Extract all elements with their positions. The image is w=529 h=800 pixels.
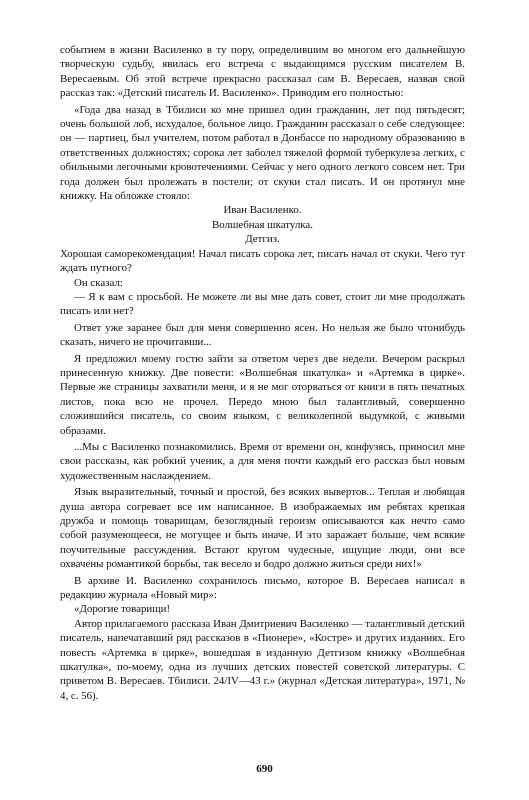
cover-publisher: Детгиз. [245, 233, 280, 246]
paragraph-self-recommendation: Хорошая саморекомендация! Начал писать сорока лет, писать начал от скуки. Чего тут ждать путного? [60, 247, 465, 275]
paragraph-request: — Я к вам с просьбой. Не можете ли вы мне дать совет, стоит ли мне продолжать писать или нет? [60, 290, 465, 318]
paragraph-quote-start: «Года два назад в Тбилиси ко мне пришел один гражданин, лет под пятьдесят; очень большой лоб, исхудалое, больное лицо. Гражданин рассказал о себе следующее: он — партиец, был учителем, потом работал в Донбассе по народному образованию в ответственных должностях; сорока лет заболел тяжелой формой туберкулеза легких, с обильными легочными кровотечениями. Сейчас у него одного легкого совсем нет. Три года должен был пролежать в постели; от скуки стал писать. И он протянул мне книжку. На обложке стояло: [60, 103, 465, 203]
paragraph-language: Язык выразительный, точный и простой, без всяких вывертов... Теплая и любящая душа автора согревает все им написанное. В изображаемых им ребятах крепкая дружба и помощь товарищам, безоглядный героизм описываются как нечто само собой разумеющееся, не могущее и быть иначе. И это заражает больше, чем всякие поучительные рассуждения. Встают кругом чудесные, ищущие люди, они все охвачены романтикой борьбы, так весело и бодро должно житься среди них!» [60, 486, 465, 571]
cover-author: Иван Василенко. [223, 204, 302, 217]
cover-title: Волшебная шкатулка. [212, 218, 313, 231]
paragraph-he-said: Он сказал: [74, 276, 123, 289]
page-body [60, 43, 465, 703]
paragraph-reading: Я предложил моему гостю зайти за ответом через две недели. Вечером раскрыл принесенную книжку. Две повести: «Волшебная шкатулка» и «Артемка в цирке». Первые же страницы захватили меня, и я не мог оторваться от книги в пять печатных листов, пока всю не прочел. Передо мною был талантливый, совершенно сложившийся писатель, со своим языком, с великолепной выдумкой, с живыми образами. [60, 352, 465, 437]
paragraph-letter: Автор прилагаемого рассказа Иван Дмитриевич Василенко — талантливый детский писатель, напечатавший ряд рассказов в «Пионере», «Костре» и других изданиях. Его повесть «Артемка в цирке», вошедшая в изданную Детгизом книжку «Волшебная шкатулка», по-моему, одна из лучших детских повестей советской литературы. С приветом В. Вересаев. Тбилиси. 24/IV—43 г.» (журнал «Детская литература», 1971, № 4, с. 56). [60, 617, 465, 702]
paragraph-opening: событием в жизни Василенко в ту пору, определившим во многом его дальнейшую творческую судьбу, явилась его встреча с выдающимся русским писателем В. Вересаевым. Об этой встрече прекрасно рассказал сам В. Вересаев, назвав свой рассказ так: «Детский писатель И. Василенко». Приводим его полностью: [60, 44, 465, 100]
paragraph-answer: Ответ уже заранее был для меня совершенно ясен. Но нельзя же было чтонибудь сказать, ничего не прочитавши... [60, 321, 465, 349]
paragraph-acquaintance: ...Мы с Василенко познакомились. Время от времени он, конфузясь, приносил мне свои рассказы, как робкий ученик, а для меня почти каждый его рассказ был новым художественным наслаждением. [60, 440, 465, 482]
paragraph-archive: В архиве И. Василенко сохранилось письмо, которое В. Вересаев написал в редакцию журнала «Новый мир»: [60, 574, 465, 602]
page-number: 690 [256, 763, 273, 775]
paragraph-salutation: «Дорогие товарищи! [74, 603, 171, 616]
